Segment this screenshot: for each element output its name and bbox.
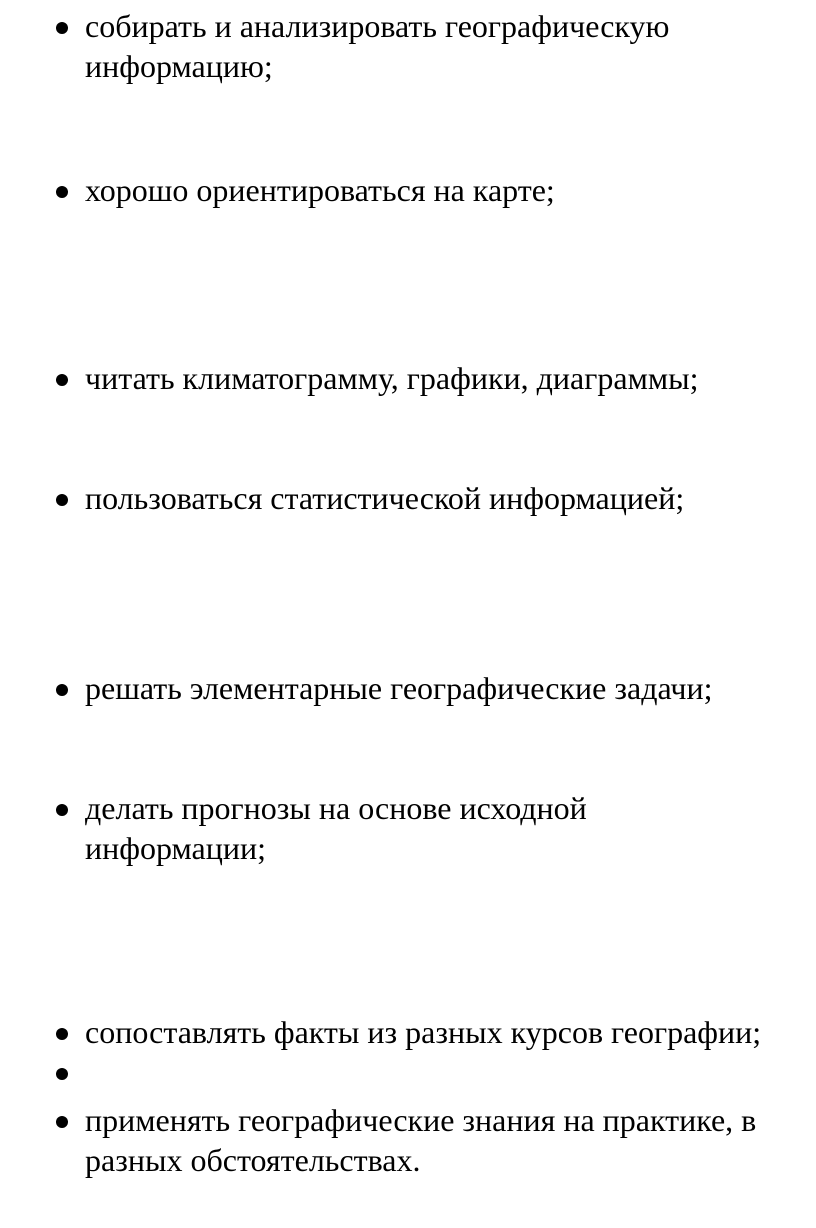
bullet-icon <box>56 804 68 816</box>
list-item-text: решать элементарные географические задачи; <box>85 670 713 706</box>
bullet-icon <box>56 1116 68 1128</box>
list-item-text: читать климатограмму, графики, диаграммы; <box>85 360 699 396</box>
bullet-icon <box>56 1028 68 1040</box>
bullet-icon <box>56 22 68 34</box>
list-item-text: хорошо ориентироваться на карте; <box>85 172 555 208</box>
list-item-text: пользоваться статистической информацией; <box>85 480 685 516</box>
bullet-icon <box>56 684 68 696</box>
list-item-text: применять географические знания на практике, в разных обстоятельствах. <box>85 1102 757 1178</box>
list-item-text: собирать и анализировать географическую информацию; <box>85 8 670 84</box>
bullet-icon <box>56 494 68 506</box>
list-item-text: делать прогнозы на основе исходной информации; <box>85 790 587 866</box>
bullet-icon <box>56 1068 68 1080</box>
bullet-icon <box>56 186 68 198</box>
bullet-icon <box>56 374 68 386</box>
list-item-text: сопоставлять факты из разных курсов географии; <box>85 1014 762 1050</box>
